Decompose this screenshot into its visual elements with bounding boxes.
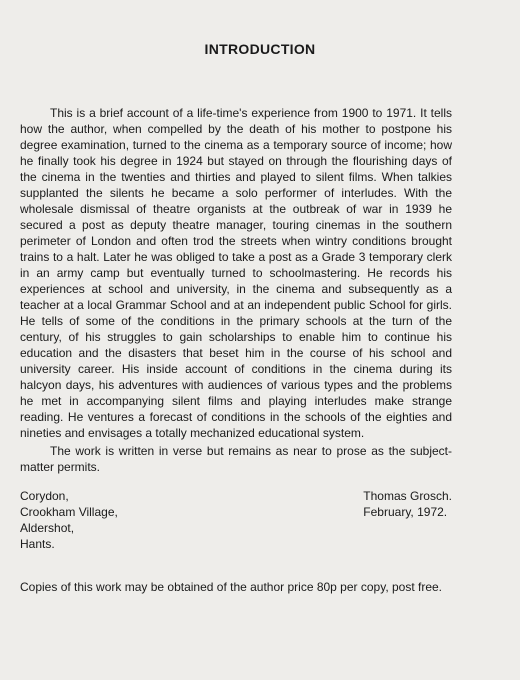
address-line-3: Aldershot, [20,521,75,535]
signature-block [363,488,452,520]
intro-paragraph-2: The work is written in verse but remains as near to prose as the subject-matter permits. [20,444,452,474]
address-line-4: Hants. [20,537,55,551]
author-address [20,488,118,552]
page-title: INTRODUCTION [204,41,316,57]
intro-paragraph-1: This is a brief account of a life-time's experience from 1900 to 1971. It tells how the author, when compelled by the death of his mother to postpone his degree examination, turned to the cinema as a temporary source of income; how he finally took his degree in 1924 but stayed on through the flourishing days of the cinema in the twenties and thirties and played to silent films. When talkies supplanted the silents he became a solo performer of interludes. With the wholesale dismissal of theatre organists at the outbreak of war in 1939 he secured a post as deputy theatre manager, touring cinemas in the southern perimeter of London and often trod the streets when wintry conditions brought trains to a halt. Later he was obliged to take a post as a Grade 3 temporary clerk in an army camp but eventually turned to schoolmastering. He records his experiences at school and university, in the cinema and subsequently as a teacher at a local Grammar School and at an independent public School for girls. He tells of some of the conditions in the primary schools at the turn of the century, of his struggles to gain scholarships to enable him to continue his education and the disasters that beset him in the course of his school and university career. His inside account of conditions in the cinema during its halcyon days, his adventures with audiences of various types and the problems he met in accompanying silent films and playing interludes make strange reading. He ventures a forecast of conditions in the schools of the eighties and nineties and envisages a totally mechanized educational system. [20,106,452,440]
footer-note: Copies of this work may be obtained of the author price 80p per copy, post free. [20,580,443,594]
address-line-1: Corydon, [20,489,69,503]
address-line-2: Crookham Village, [20,505,118,519]
author-name: Thomas Grosch. [363,489,452,503]
signature-date: February, 1972. [363,505,448,519]
